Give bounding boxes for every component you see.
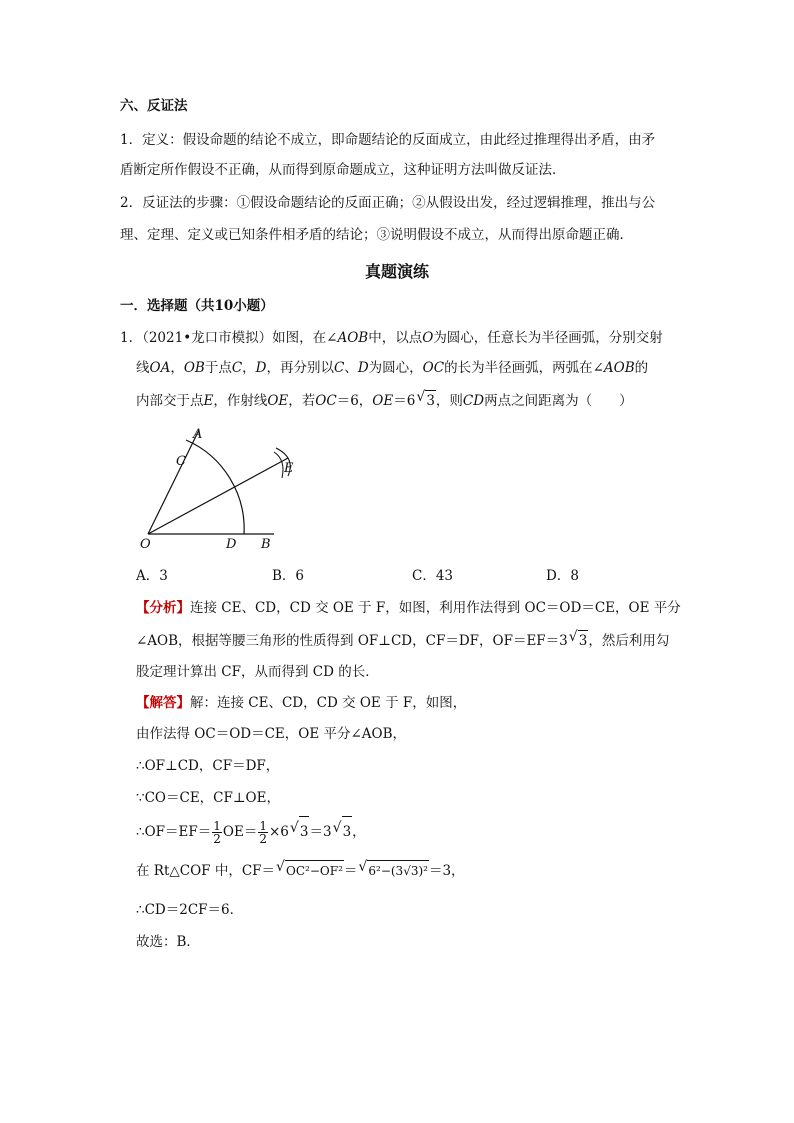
definition-line-2: 盾断定所作假设不正确，从而得到原命题成立，这种证明方法叫做反证法． (120, 162, 566, 178)
option-d[interactable]: D．8 (546, 568, 579, 584)
label-e: E (284, 461, 294, 476)
analysis-tag: 【分析】 (136, 600, 190, 616)
analysis-line-1: 【分析】连接 CE、CD，CD 交 OE 于 F，如图，利用作法得到 OC＝OD＝CE，OE 平分 (136, 600, 681, 616)
solution-line-5: ∴OF＝EF＝ $\frac{1}{2}$ OE＝ $\frac{1}{2}$ ×6√ 3＝3√ 3， (136, 816, 366, 847)
solution-line-2: 由作法得 OC＝OD＝CE，OE 平分∠AOB， (136, 726, 407, 742)
label-b: B (261, 537, 271, 552)
option-b[interactable]: B．6 (272, 568, 305, 584)
definition-line-1: 1．定义：假设命题的结论不成立，即命题结论的反面成立，由此经过推理得出矛盾，由矛 (120, 132, 656, 148)
choice-heading: 一．选择题（共10小题） (120, 298, 274, 314)
solution-line-3: ∴OF⊥CD，CF＝DF， (136, 758, 280, 774)
solution-line-1: 【解答】解：连接 CE、CD，CD 交 OE 于 F，如图， (136, 695, 467, 711)
label-d: D (226, 537, 237, 552)
question-line-1: 1．（2021•龙口市模拟）如图，在∠AOB中，以点O为圆心，任意长为半径画弧，分别交射 (120, 330, 663, 346)
option-c[interactable]: C．43 (412, 568, 454, 584)
label-a: A (193, 427, 203, 442)
practice-title: 真题演练 (364, 262, 429, 281)
geometry-figure (136, 420, 306, 555)
analysis-line-3: 股定理计算出 CF，从而得到 CD 的长． (136, 664, 379, 680)
fraction-half-2: $\frac{1}{2}$ (259, 819, 267, 846)
fraction-half-1: $\frac{1}{2}$ (213, 819, 221, 846)
solution-tag: 【解答】 (136, 695, 190, 711)
solution-line-6: 在 Rt△COF 中，CF＝√ OC²−OF²＝√ 6²−(3√3)²＝3， (136, 860, 465, 881)
ray-oa (148, 430, 199, 534)
solution-line-4: ∵CO＝CE，CF⊥OE， (136, 790, 280, 806)
solution-line-7: ∴CD＝2CF＝6． (136, 902, 244, 918)
analysis-line-2: ∠AOB，根据等腰三角形的性质得到 OF⊥CD，CF＝DF，OF＝EF＝3√ 3，然后利用勾 (136, 630, 669, 651)
ray-oe (148, 458, 288, 534)
question-line-2: 线OA，OB于点C，D，再分别以C、D为圆心，OC的长为半径画弧，两弧在∠AOB的 (136, 360, 649, 376)
question-line-3: 内部交于点E，作射线OE，若OC＝6，OE＝6√ 3，则CD两点之间距离为（ ） (136, 390, 633, 411)
label-c: C (176, 454, 186, 469)
section-title: 六、反证法 (120, 98, 188, 114)
option-a[interactable]: A．3 (136, 568, 168, 584)
label-o: O (140, 537, 151, 552)
solution-line-8: 故选：B． (136, 934, 200, 950)
steps-line-2: 理、定理、定义或已知条件相矛盾的结论；③说明假设不成立，从而得出原命题正确． (120, 227, 633, 243)
steps-line-1: 2．反证法的步骤：①假设命题结论的反面正确；②从假设出发，经过逻辑推理，推出与公 (120, 195, 656, 211)
